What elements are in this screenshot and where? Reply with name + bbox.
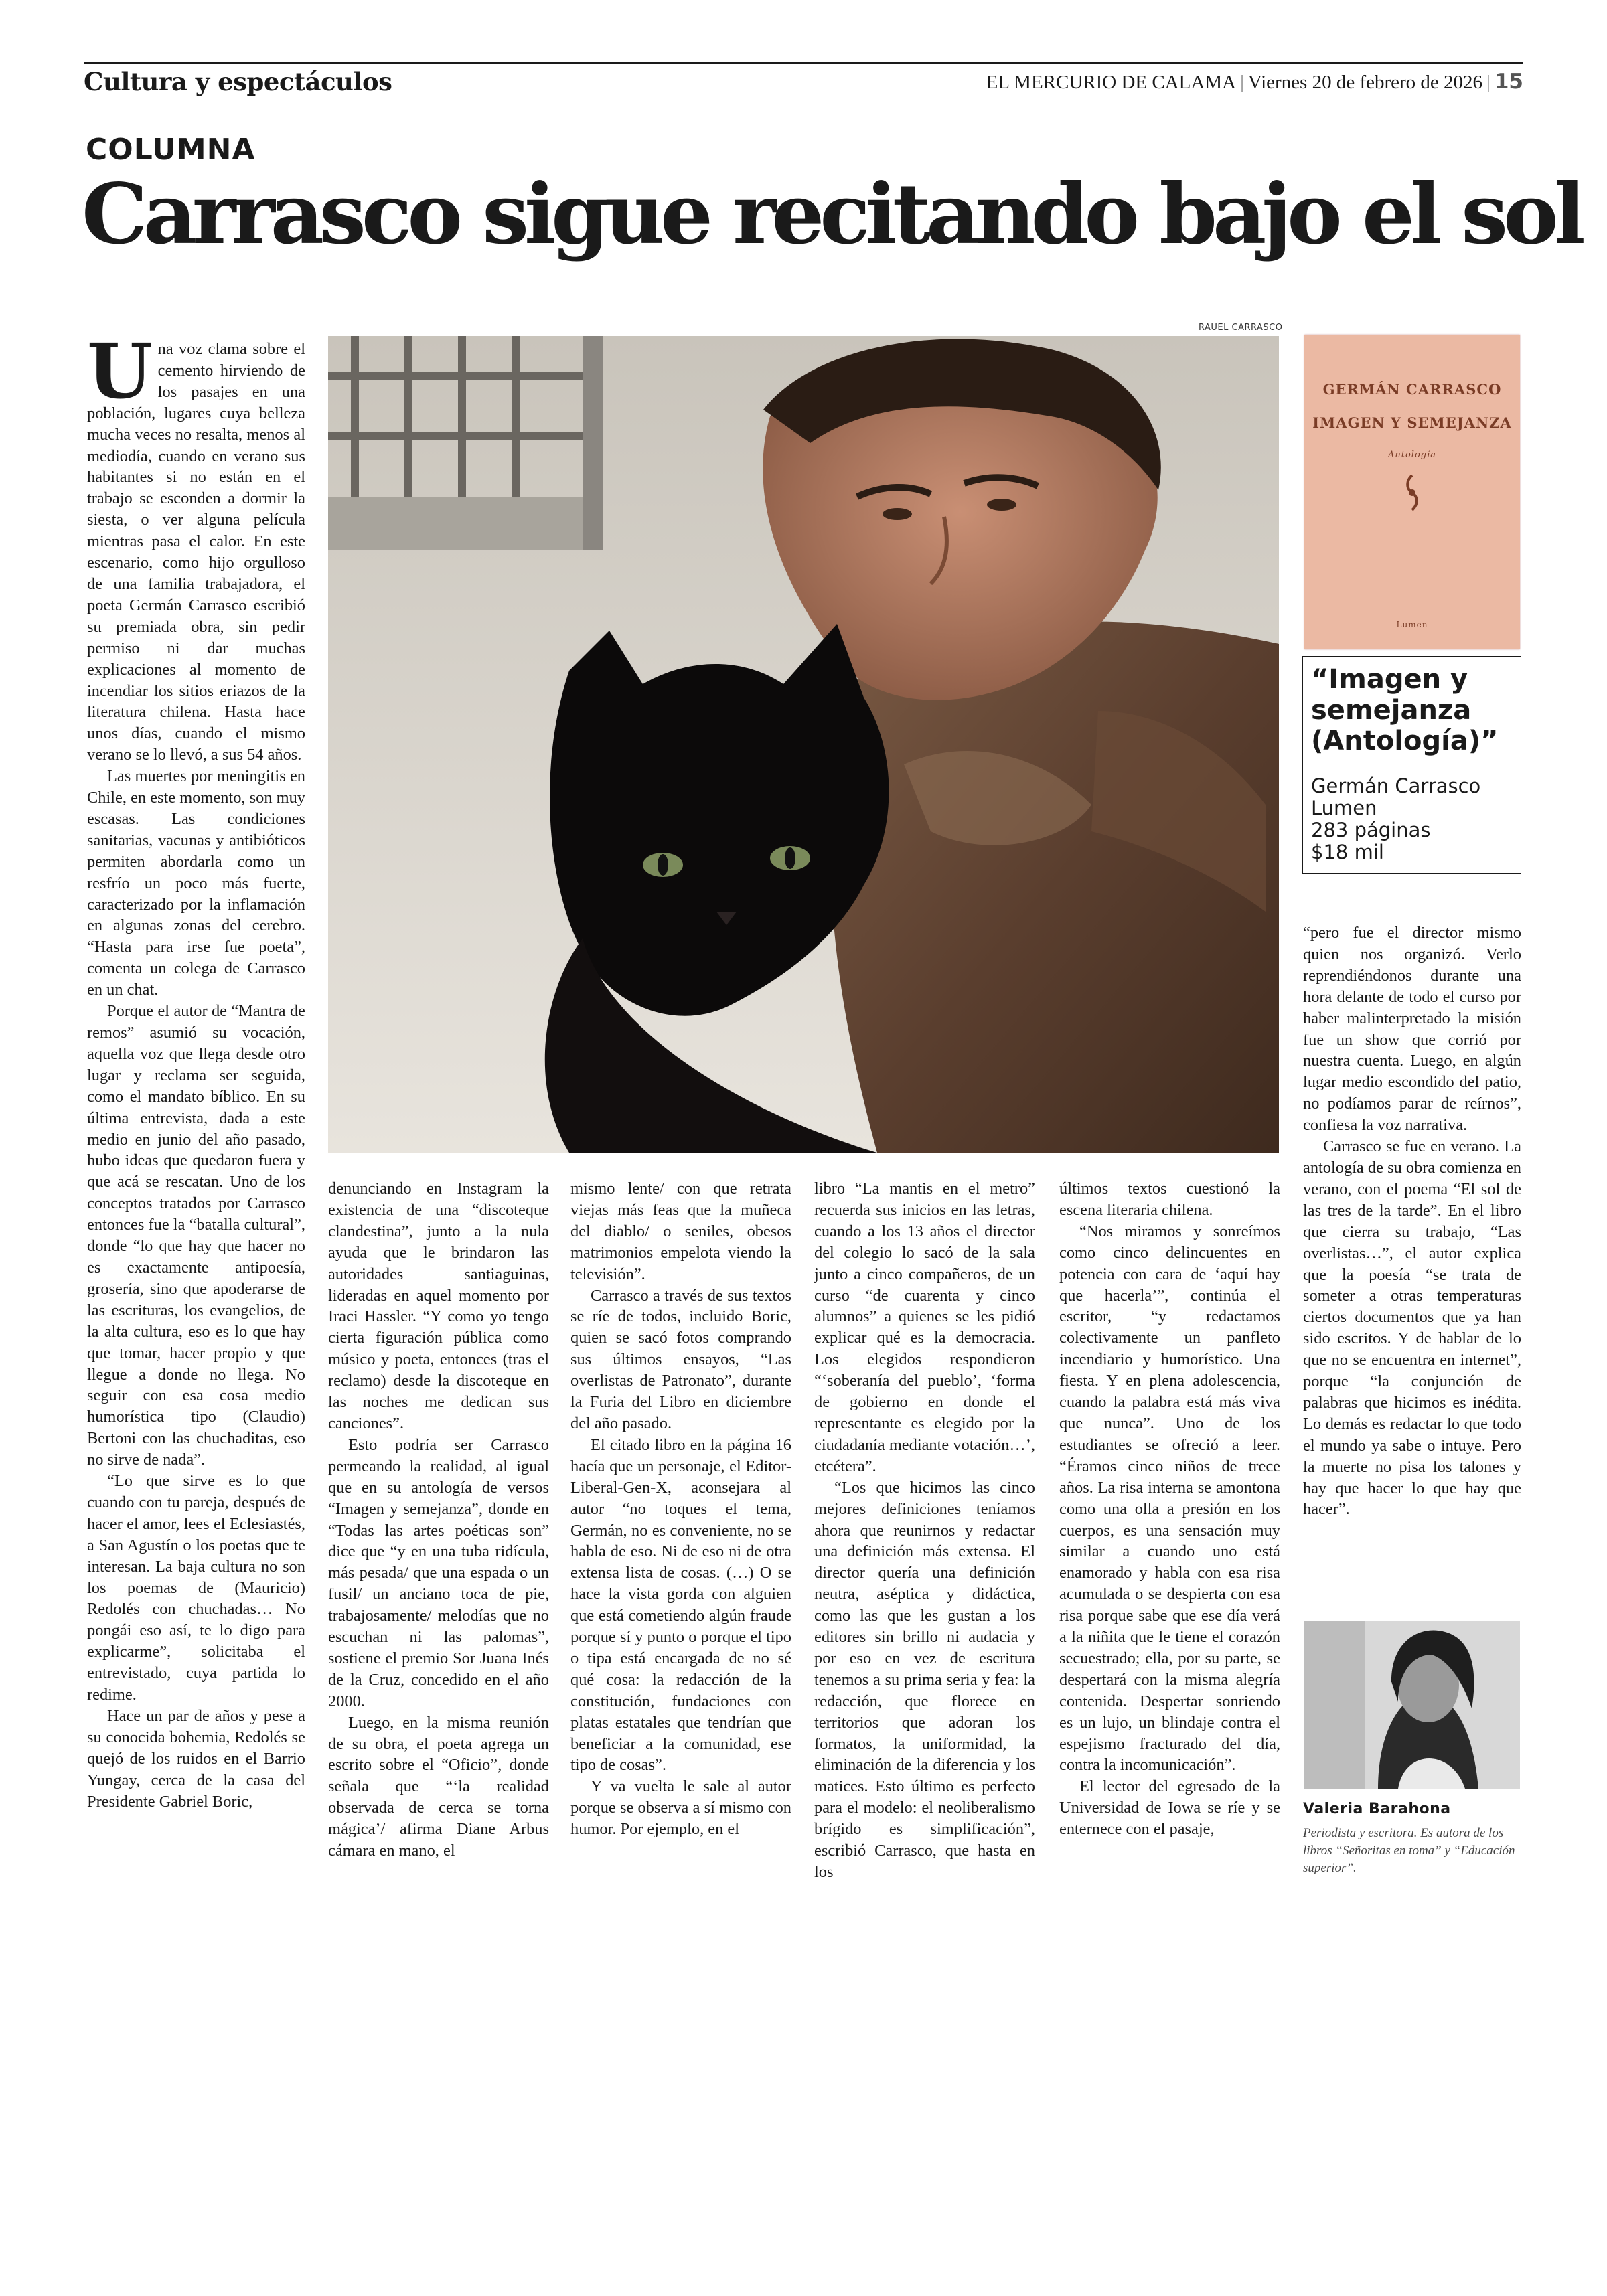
paragraph: “pero fue el director mismo quien nos organizó. Verlo reprendiéndonos durante una hora delante de todo el curso por haber malinterpretado la misión fue un show que corrió por nuestra cuenta. Luego, en algún lugar medio escondido del patio, no podíamos parar de reírnos”, confiesa la voz narrativa.	[1303, 924, 1521, 1135]
book-cover-title: IMAGEN Y SEMEJANZA	[1312, 414, 1512, 431]
paragraph: Las muertes por meningitis en Chile, en este momento, son muy escasas. Las condiciones sanitarias, vacunas y antibióticos permiten abordarla como un resfrío un poco más fuerte, caracterizado por la inflamación en algunas zonas del cerebro. “Hasta para irse fue poeta”, comenta un colega de Carrasco en un chat.	[87, 767, 305, 999]
masthead: EL MERCURIO DE CALAMA | Viernes 20 de febrero de 2026 | 15	[986, 70, 1523, 94]
paragraph: Hace un par de años y pese a su conocida bohemia, Redolés se quejó de los ruidos en el Barrio Yungay, cerca de la casa del Presidente Gabriel Boric,	[87, 1707, 305, 1811]
book-cover-publisher: Lumen	[1396, 620, 1428, 629]
kicker: COLUMNA	[86, 133, 256, 167]
publication-name: EL MERCURIO DE CALAMA	[986, 72, 1237, 93]
top-rule	[84, 62, 1523, 64]
paragraph: Esto podría ser Carrasco permeando la realidad, al igual que en su antología de versos “Imagen y semejanza”, donde en “Todas las artes poéticas son” dice que “y en una tuba ridícula, más pesada/ que una espada o un fusil/ un anciano toca de pie, trabajosamente/ melodías que no escuchan ni las palomas”, sostiene el premio Sor Juana Inés de la Cruz, concedido en el año 2000.	[328, 1435, 549, 1710]
article-column-4	[814, 1178, 1035, 1883]
section-label: Cultura y espectáculos	[84, 67, 392, 96]
author-name: Valeria Barahona	[1303, 1801, 1451, 1817]
paragraph: El lector del egresado de la Universidad de Iowa se ríe y se enternece con el pasaje,	[1059, 1777, 1280, 1839]
book-author: Germán Carrasco	[1311, 774, 1481, 797]
book-cover	[1304, 335, 1520, 649]
paragraph: últimos textos cuestionó la escena literaria chilena.	[1059, 1179, 1280, 1219]
book-cover-author: GERMÁN CARRASCO	[1322, 381, 1502, 398]
paragraph: Luego, en la misma reunión de su obra, el poeta agrega un escrito sobre el “Oficio”, donde señala que “‘la realidad observada de cerca se torna mágica’/ afirma Diane Arbus cámara en mano, el	[328, 1713, 549, 1860]
headline: Carrasco sigue recitando bajo el sol	[82, 166, 1581, 263]
article-column-6	[1303, 922, 1521, 1520]
paragraph: “Lo que sirve es lo que cuando con tu pareja, después de hacer el amor, lees el Eclesiastés, a San Agustín o los poetas que te interesan. La baja cultura no son los poemas de (Mauricio) Redolés con chuchadas… No pongái eso así, te lo digo para explicarme”, solicitaba el entrevistado, cuya partida lo redime.	[87, 1472, 305, 1704]
book-pages: 283 páginas	[1311, 819, 1431, 841]
article-column-5	[1059, 1178, 1280, 1840]
book-price: $18 mil	[1311, 841, 1384, 864]
author-portrait	[1304, 1621, 1520, 1789]
paragraph: denunciando en Instagram la existencia de una “discoteque clandestina”, junto a la nula ayuda que le brindaron las autoridades santiaguinas, lideradas en aquel momento por Iraci Hassler. “Y como yo tengo cierta figuración pública como músico y poeta, entonces (tras el reclamo) desde la discoteque en las noches me dedican sus canciones”.	[328, 1179, 549, 1432]
paragraph: mismo lente/ con que retrata viejas más feas que la muñeca del diablo/ o seniles, obesos matrimonios empelota viendo la televisión”.	[570, 1179, 791, 1283]
paragraph: “Nos miramos y sonreímos como cinco delincuentes en potencia con cara de ‘aquí hay que hacerla’”, continúa el escritor, “y redactamos colectivamente un panfleto incendiario y humorístico. Una fiesta. Y en plena adolescencia, cuando la palabra está más viva que nunca”. Uno de los estudiantes se ofreció a leer. “Éramos cinco niños de trece años. La risa interna se amontona como una olla a presión en los cuerpos, es una sensación muy similar a cuando uno está enamorado y habla con esa risa acumulada o se despierta con esa risa porque sabe que ese día verá a la niñita que le tiene el corazón secuestrado; ella, por su parte, se despertará con la misma alegría contenida. Despertar sonriendo es un lujo, un blindaje contra el espejismo fracturado del día, contra la incomunicación”.	[1059, 1222, 1280, 1775]
paragraph: Carrasco se fue en verano. La antología de su obra comienza en verano, con el poema “El sol de las tres de la tarde”. En el libro que cierra su trabajo, “Las overlistas…”, el autor explica que la poesía “se trata de someter a otras temperaturas ciertos documentos que ya han sido escritos. Y de hablar de lo que no se encuentra en internet”, porque “la conjunción de palabras que hicimos es inédita. Lo demás es redactar lo que todo el mundo ya sabe o intuye. Pero la muerte no pisa los talones y hay que hacer lo que hay que hacer”.	[1303, 1137, 1521, 1519]
page-number: 15	[1494, 70, 1523, 94]
paragraph: libro “La mantis en el metro” recuerda sus inicios en las letras, cuando a los 13 años el director del colegio lo sacó de la sala junto a cinco compañeros, de un curso “de cuarenta y cinco alumnos” a quienes se les pidió explicar qué es la democracia. Los elegidos respondieron “‘soberanía del pueblo’, ‘forma de gobierno en donde el representante es elegido por la ciudadanía mediante votación…’, etcétera”.	[814, 1179, 1035, 1475]
article-column-2	[328, 1178, 549, 1862]
book-cover-subtitle: Antología	[1387, 450, 1437, 460]
publisher-emblem-icon	[1401, 474, 1424, 511]
book-meta	[1311, 775, 1519, 864]
article-column-3	[570, 1178, 791, 1840]
paragraph: Carrasco a través de sus textos se ríe de todos, incluido Boric, quien se sacó fotos comprando sus últimos ensayos, “Las overlistas de Patronato”, durante la Furia del Libro en diciembre del año pasado.	[570, 1286, 791, 1432]
article-column-1	[87, 328, 305, 1813]
book-publisher: Lumen	[1311, 797, 1377, 819]
paragraph: El citado libro en la página 16 hacía que un personaje, el Editor-Liberal-Gen-X, aconsejara al autor “no toques el tema, Germán, no es conveniente, no se habla de eso. Ni de eso ni de otra extensa lista de cosas. (…) O se hace la vista gorda con alguien que está cometiendo algún fraude porque sí y punto o porque el tipo o tipa está encargada de no sé qué cosa: la redacción de la constitución, fundaciones con platas estatales que tendrían que beneficiar a la comunidad, ese tipo de cosas”.	[570, 1435, 791, 1775]
book-title: “Imagen y semejanza (Antología)”	[1311, 664, 1499, 756]
issue-date: Viernes 20 de febrero de 2026	[1247, 72, 1483, 93]
paragraph: “Los que hicimos las cinco mejores definiciones teníamos ahora que reunirnos y redactar una definición más extensa. El director quería una definición neutra, aséptica y didáctica, como las que les gustan a los editores sin brillo ni audacia y por eso en vez de escritura tenemos a su prima seria y fea: la redacción, que florece en territorios que adoran los formatos, la uniformidad, la eliminación de la diferencia y los matices. Esto último es perfecto para el modelo: el neoliberalismo brígido es simplificación”, escribió Carrasco, que hasta en los	[814, 1478, 1035, 1881]
lead-paragraph: Una voz clama sobre el cemento hirviendo de los pasajes en una población, lugares cuya belleza mucha veces no resalta, menos al mediodía, cuando en verano sus habitantes si no están en el trabajo se esconden a dormir la siesta, o ver alguna película mientras pasa el calor. En este escenario, como hijo orgulloso de una familia trabajadora, el poeta Germán Carrasco escribió su premiada obra, sin pedir permiso ni dar muchas explicaciones al momento de incendiar los sitios eriazos de la literatura chilena. Hasta hace unos días, cuando el mismo verano se lo llevó, a sus 54 años.	[87, 328, 305, 764]
photo-credit: RAUEL CARRASCO	[1199, 323, 1283, 333]
dropcap: U	[87, 328, 153, 416]
paragraph: Porque el autor de “Mantra de remos” asumió su vocación, aquella voz que llega desde otro lugar y reclama ser seguida, como el mandato bíblico. En su última entrevista, dada a este medio en junio del año pasado, hubo ideas que quedaron fuera y que acá se rescatan. Uno de los conceptos tratados por Carrasco entonces fue la “batalla cultural”, donde “lo que hay que hacer no es exactamente antipoesía, grosería, sino que apoderarse de las escrituras, los evangelios, de la alta cultura, eso es lo que hay que tomar, hacer propio y que llegue a donde no llega. No seguir con esa cosa medio humorística tipo (Claudio) Bertoni con las chuchaditas, eso no sirve de nada”.	[87, 1002, 305, 1469]
main-photo	[328, 336, 1279, 1153]
author-bio: Periodista y escritora. Es autora de los libros “Señoritas en toma” y “Educación superior”.	[1303, 1826, 1515, 1875]
paragraph: Y va vuelta le sale al autor porque se observa a sí mismo con humor. Por ejemplo, en el	[570, 1777, 791, 1839]
